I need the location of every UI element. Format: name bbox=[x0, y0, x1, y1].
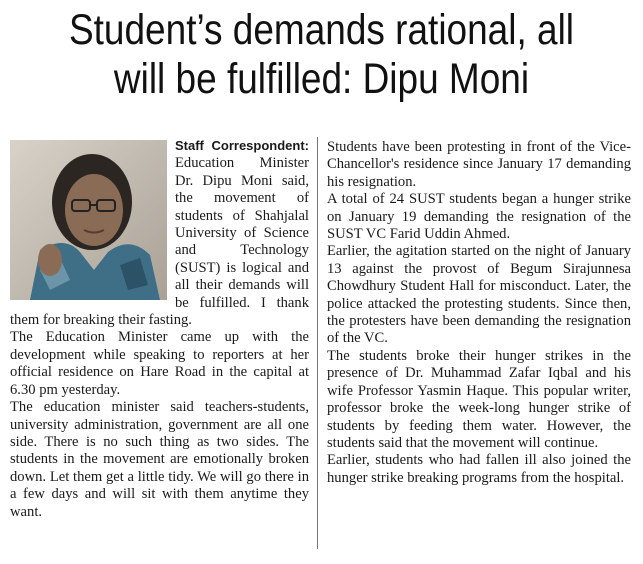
byline: Staff Correspondent: bbox=[175, 138, 309, 153]
headline-line-2: will be fulfilled: Dipu Moni bbox=[113, 55, 530, 103]
paragraph-5: A total of 24 SUST students began a hunger strike on January 19 demanding the resignation of the SUST VC Farid Uddin Ahmed. bbox=[327, 191, 631, 243]
lead-text: Education Minister Dr. Dipu Moni said, the movement of students of Shahjalal University of Science and Technology (SUST) is logical and all their demands will be fulfilled. I thank them for breaking their fasting. bbox=[10, 155, 309, 329]
paragraph-6: Earlier, the agitation started on the night of January 13 against the provost of Begum Sirajunnesa Chowdhury Student Hall for misconduct. Later, the police attacked the protesting students. Since then, the protesters have been demanding the resignation of the VC. bbox=[327, 243, 631, 347]
headline-line-1: Student’s demands rational, all bbox=[68, 6, 575, 54]
paragraph-7: The students broke their hunger strikes in the presence of Dr. Muhammad Zafar Iqbal and his wife Professor Yasmin Haque. This popular writer, professor broke the week-long hunger strike of students by feeding them water. However, the students said that the movement will continue. bbox=[327, 347, 631, 451]
paragraph-8: Earlier, students who had fallen ill also joined the hunger strike breaking programs from the hospital. bbox=[327, 452, 631, 486]
column-divider bbox=[317, 137, 318, 549]
headline bbox=[45, 6, 598, 104]
article-column-left bbox=[10, 137, 309, 521]
article-column-right bbox=[327, 139, 631, 487]
paragraph-3: The education minister said teachers-students, university administration, government are all one side. There is no such thing as two sides. The students in the movement are emotionally broken down. Let them get a little tidy. We will go there in a few days and will sit with them anytime they want. bbox=[10, 399, 309, 520]
portrait-image bbox=[10, 140, 167, 300]
paragraph-2: The Education Minister came up with the development while speaking to reporters at her official residence on Hare Road in the capital at 6.30 pm yesterday. bbox=[10, 329, 309, 398]
minister-photo bbox=[10, 140, 167, 300]
paragraph-4: Students have been protesting in front of the Vice-Chancellor's residence since January 17 demanding his resignation. bbox=[327, 139, 631, 190]
